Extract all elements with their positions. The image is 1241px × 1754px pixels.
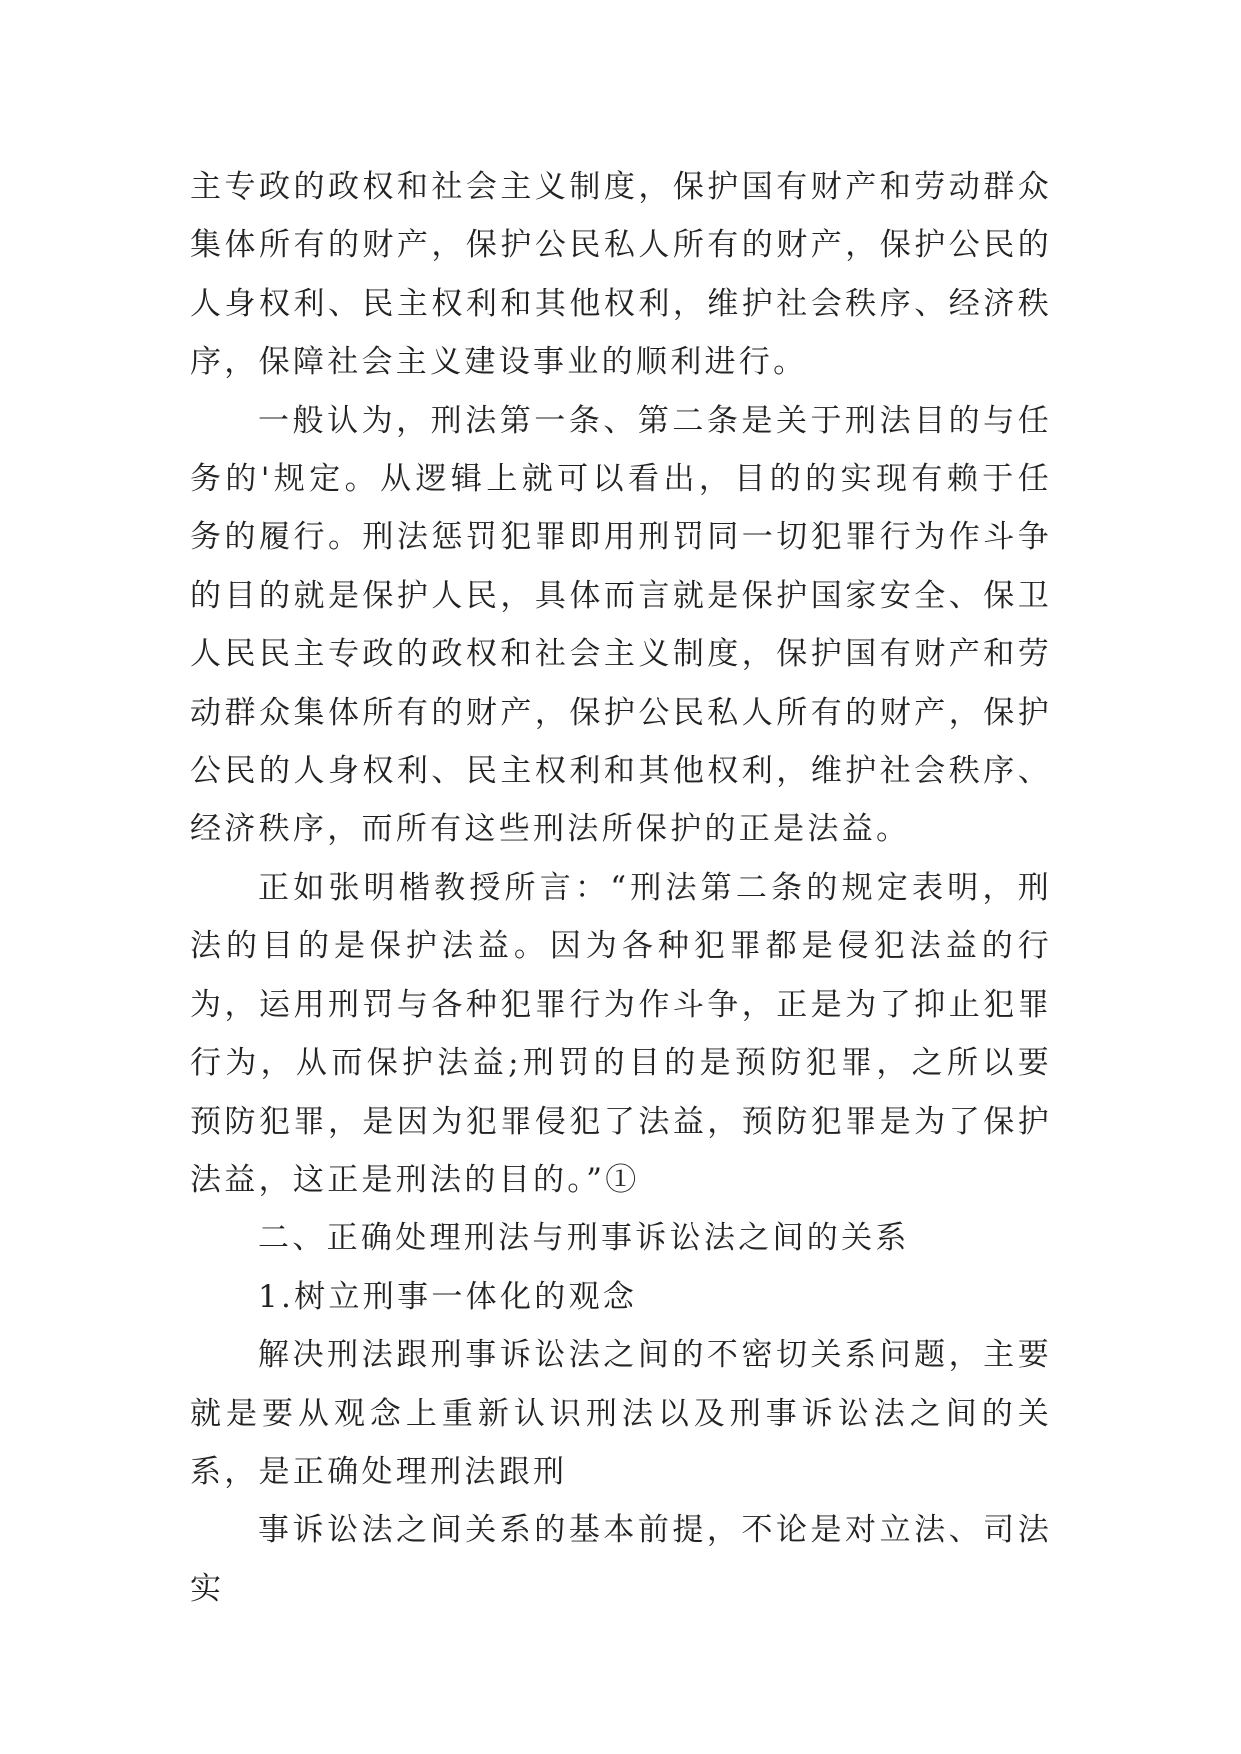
paragraph-relationship: 解决刑法跟刑事诉讼法之间的不密切关系问题，主要就是要从观念上重新认识刑法以及刑事诉讼法之间的关系，是正确处理刑法跟刑 — [190, 1337, 1052, 1490]
paragraph-quotation: 正如张明楷教授所言：“刑法第二条的规定表明，刑法的目的是保护法益。因为各种犯罪都是侵犯法益的行为，运用刑罚与各种犯罪行为作斗争，正是为了抑止犯罪行为，从而保护法益;刑罚的目的是预防犯罪，之所以要预防犯罪，是因为犯罪侵犯了法益，预防犯罪是为了保护法益，这正是刑法的目的。”① — [190, 869, 1052, 1198]
paragraph-premise: 事诉讼法之间关系的基本前提，不论是对立法、司法实 — [190, 1512, 1052, 1607]
paragraph-continued: 主专政的政权和社会主义制度，保护国有财产和劳动群众集体所有的财产，保护公民私人所有的财产，保护公民的人身权利、民主权利和其他权利，维护社会秩序、经济秩序，保障社会主义建设事业的顺利进行。 — [190, 169, 1052, 381]
section-heading: 二、正确处理刑法与刑事诉讼法之间的关系 — [258, 1220, 910, 1257]
subsection-heading: 1.树立刑事一体化的观念 — [258, 1278, 638, 1315]
document-body — [190, 158, 1052, 1618]
paragraph-criminal-law-purpose: 一般认为，刑法第一条、第二条是关于刑法目的与任务的'规定。从逻辑上就可以看出，目的的实现有赖于任务的履行。刑法惩罚犯罪即用刑罚同一切犯罪行为作斗争的目的就是保护人民，具体而言就是保护国家安全、保卫人民民主专政的政权和社会主义制度，保护国有财产和劳动群众集体所有的财产，保护公民私人所有的财产，保护公民的人身权利、民主权利和其他权利，维护社会秩序、经济秩序，而所有这些刑法所保护的正是法益。 — [190, 402, 1052, 848]
